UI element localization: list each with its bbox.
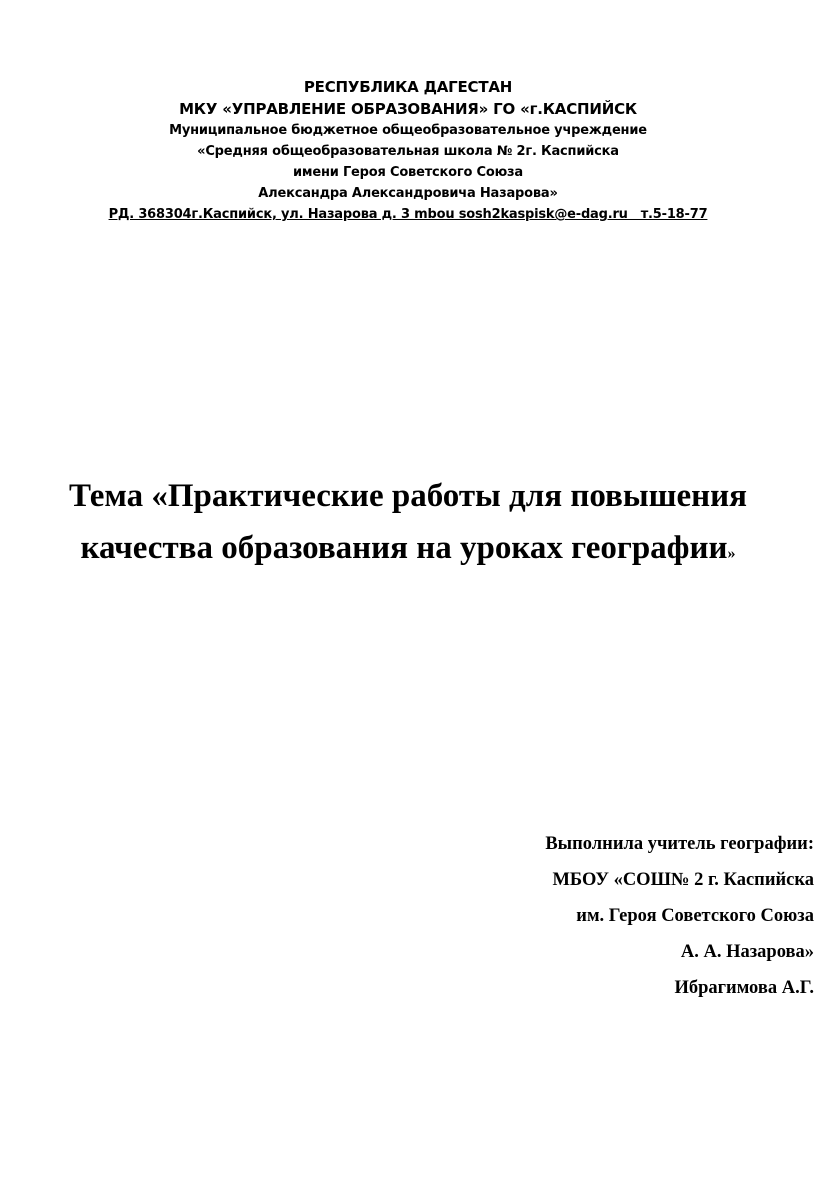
author-name: Ибрагимова А.Г. <box>674 978 814 998</box>
title-closing-quote: » <box>727 545 736 562</box>
author-school-named-after: им. Героя Советского Союза <box>576 906 814 926</box>
title-line-2-text: качества образования на уроках географии <box>80 530 728 566</box>
header-department: МКУ «УПРАВЛЕНИЕ ОБРАЗОВАНИЯ» ГО «г.КАСПИЙСК <box>179 100 637 118</box>
header-hero-name: Александра Александровича Назарова» <box>258 186 558 201</box>
author-school: МБОУ «СОШ№ 2 г. Каспийска <box>552 870 814 890</box>
document-title <box>0 470 816 580</box>
header-republic: РЕСПУБЛИКА ДАГЕСТАН <box>303 78 513 96</box>
header-school-name: «Средняя общеобразовательная школа № 2г. Каспийска <box>197 144 619 159</box>
author-role: Выполнила учитель географии: <box>545 834 814 854</box>
header-institution-type: Муниципальное бюджетное общеобразовательное учреждение <box>169 123 647 138</box>
title-line-1: Тема «Практические работы для повышения <box>68 478 748 514</box>
author-block <box>216 826 816 1006</box>
author-school-hero: А. А. Назарова» <box>680 942 814 962</box>
title-line-2 <box>0 522 816 580</box>
header-address: РД. 368304г.Каспийск, ул. Назарова д. 3 mbou sosh2kaspisk@e-dag.ru т.5-18-77 <box>108 207 708 222</box>
school-header <box>0 76 816 225</box>
header-named-after: имени Героя Советского Союза <box>293 165 523 180</box>
